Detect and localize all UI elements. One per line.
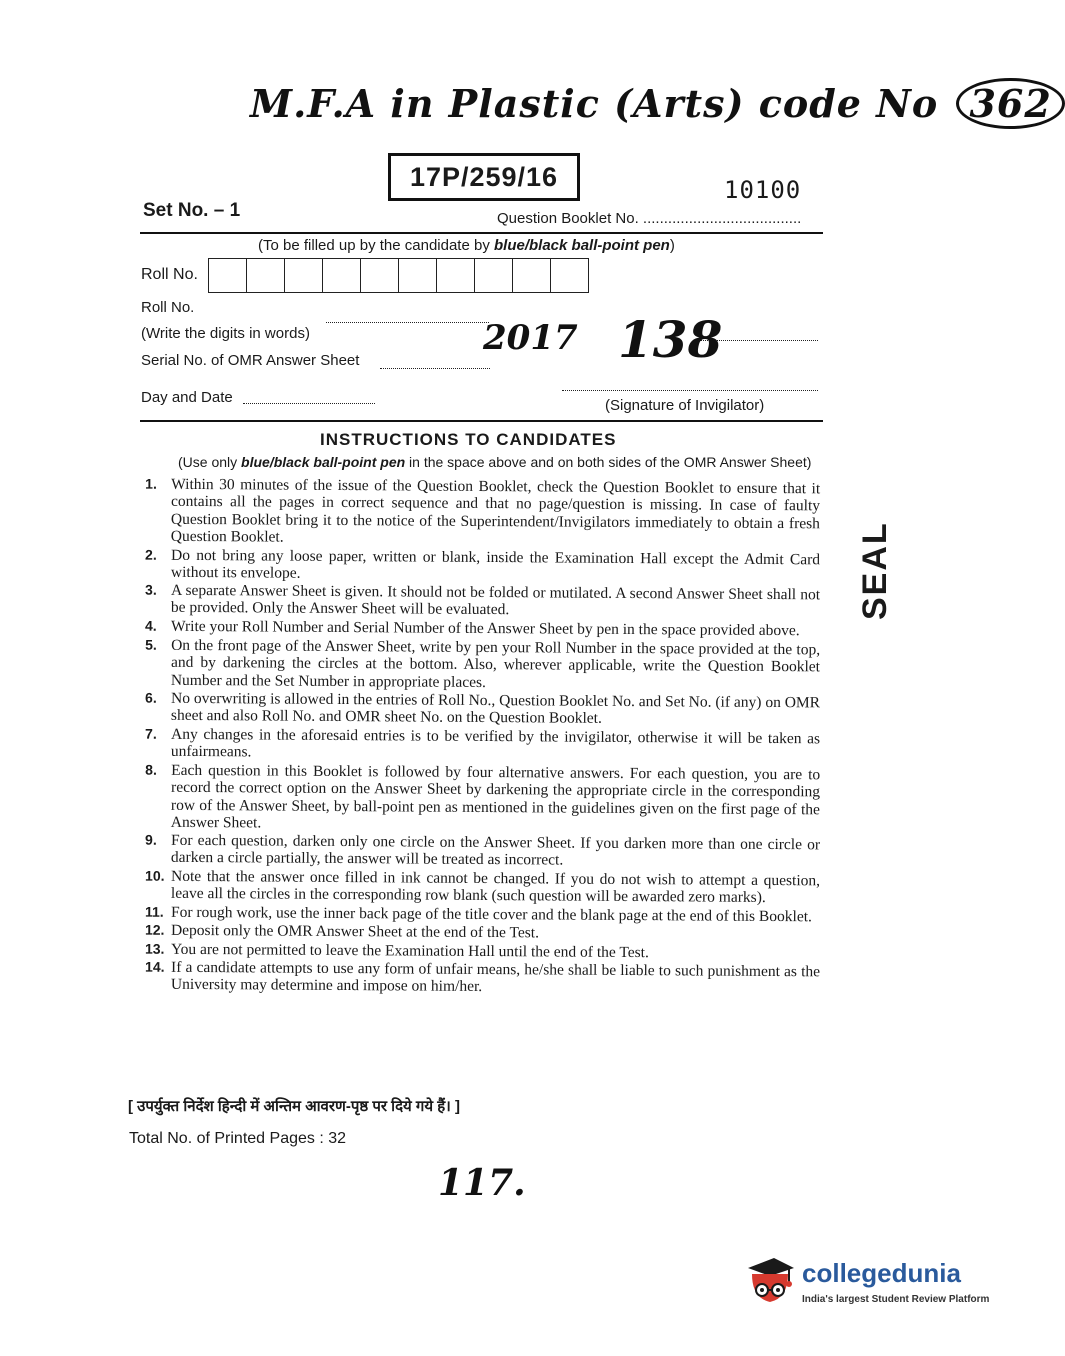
roll-no-words-title: Roll No.	[141, 299, 195, 316]
signature-dotted-line	[562, 390, 818, 391]
instruction-number: 6.	[145, 689, 157, 706]
handwritten-roll-number: 138	[618, 310, 723, 369]
instruction-text: You are not permitted to leave the Examination Hall until the end of the Test.	[170, 940, 649, 961]
instruction-text: If a candidate attempts to use any form of unfair means, he/she shall be liable to such punishment as the University may determine and impose on him/her.	[170, 958, 821, 996]
fill-note-suffix: )	[669, 237, 675, 254]
instruction-number: 14.	[145, 958, 165, 975]
roll-digit-box[interactable]	[285, 259, 323, 292]
instructions-title: INSTRUCTIONS TO CANDIDATES	[320, 430, 617, 449]
top-rule	[140, 232, 823, 234]
instruction-item	[145, 959, 820, 999]
middle-rule	[140, 420, 823, 422]
logo-tagline: India's largest Student Review Platform	[802, 1294, 990, 1305]
instructions-sub-prefix: (Use only	[178, 454, 242, 470]
instruction-text: Any changes in the aforesaid entries is to be verified by the invigilator, otherwise it will be taken as unfairmeans.	[170, 725, 821, 761]
fill-note-prefix: (To be filled up by the candidate by	[258, 237, 494, 254]
instruction-number: 12.	[144, 921, 165, 938]
omr-serial-label: Serial No. of OMR Answer Sheet	[141, 352, 360, 369]
instruction-text: Write your Roll Number and Serial Number of the Answer Sheet by pen in the space provided above.	[170, 618, 800, 640]
roll-digit-box[interactable]	[209, 259, 247, 292]
instructions-sub-suffix: in the space above and on both sides of the OMR Answer Sheet)	[405, 454, 812, 470]
instruction-item	[145, 546, 820, 586]
instruction-number: 8.	[145, 761, 157, 778]
instruction-number: 11.	[144, 903, 164, 920]
instruction-item	[145, 832, 820, 872]
instruction-text: Deposit only the OMR Answer Sheet at the end of the Test.	[170, 921, 540, 942]
instructions-list	[144, 475, 821, 997]
instruction-number: 5.	[145, 636, 157, 653]
day-date-dotted-line	[243, 403, 375, 404]
roll-digit-box[interactable]	[513, 259, 551, 292]
instruction-text: A separate Answer Sheet is given. It should not be folded or mutilated. A second Answer Sheet shall not be provided. Only the Answer Sheet will be evaluated.	[170, 582, 821, 620]
roll-words-dotted-line	[326, 322, 489, 323]
instruction-item	[145, 582, 820, 622]
invigilator-signature-label: (Signature of Invigilator)	[605, 397, 765, 414]
instruction-number: 1.	[145, 475, 157, 492]
instruction-number: 13.	[144, 940, 165, 957]
roll-digit-box[interactable]	[475, 259, 513, 292]
roll-no-boxes[interactable]	[208, 258, 589, 293]
collegedunia-logo[interactable]	[744, 1254, 990, 1314]
instructions-subtitle	[178, 454, 811, 470]
total-printed-pages: Total No. of Printed Pages : 32	[129, 1130, 347, 1147]
instruction-item	[145, 690, 820, 730]
instruction-number: 9.	[145, 831, 157, 848]
instruction-item	[145, 868, 820, 908]
roll-no-words-label	[141, 295, 310, 347]
instruction-text: On the front page of the Answer Sheet, write by pen your Roll Number in the space provided at the top, and by darkening the circles at the bottom. Also, wherever applicable, write the Question Booklet Number and the Set Number in appropriate places.	[170, 636, 821, 691]
question-booklet-no-label: Question Booklet No. ......................................	[497, 210, 802, 227]
instruction-item	[145, 761, 820, 835]
instruction-text: Note that the answer once filled in ink cannot be changed. If you do not wish to attempt a question, leave all the circles in the corresponding row blank (such question will be awarded zero marks).	[170, 867, 821, 907]
instruction-item	[145, 476, 820, 550]
paper-code-box: 17P/259/16	[388, 153, 580, 201]
logo-name: collegedunia	[802, 1258, 961, 1288]
instruction-text: Do not bring any loose paper, written or blank, inside the Examination Hall except the Admit Card without its envelope.	[170, 546, 821, 582]
hindi-note: [ उपर्युक्त निर्देश हिन्दी में अन्तिम आवरण-पृष्ठ पर दिये गये हैं। ]	[128, 1098, 461, 1115]
instruction-number: 10.	[145, 867, 165, 884]
day-date-label: Day and Date	[141, 389, 233, 406]
handwritten-footer-number: 117.	[438, 1162, 526, 1204]
roll-digit-box[interactable]	[399, 259, 437, 292]
fill-note-emphasis: blue/black ball-point pen	[494, 237, 670, 254]
roll-digit-box[interactable]	[323, 259, 361, 292]
roll-digit-box[interactable]	[551, 259, 588, 292]
fill-note	[258, 237, 675, 254]
instruction-item	[145, 636, 820, 693]
handwritten-header-text: M.F.A in Plastic (Arts) code No	[250, 81, 939, 126]
handwritten-roll-year: 2017	[483, 318, 578, 358]
booklet-number: 10100	[724, 176, 802, 204]
set-number: Set No. – 1	[143, 200, 241, 221]
roll-digit-box[interactable]	[247, 259, 285, 292]
handwritten-header-note	[250, 78, 1065, 129]
omr-dotted-line	[380, 368, 490, 369]
handwritten-code-circle: 362	[956, 78, 1064, 129]
instruction-item	[145, 725, 820, 765]
seal-label	[846, 521, 894, 684]
roll-digit-box[interactable]	[437, 259, 475, 292]
instruction-text: No overwriting is allowed in the entries of Roll No., Question Booklet No. and Set No. (if any) on OMR sheet and also Roll No. and OMR sheet No. on the Question Booklet.	[170, 689, 821, 728]
roll-digit-box[interactable]	[361, 259, 399, 292]
instruction-text: Each question in this Booklet is followed by four alternative answers. For each question, you are to record the correct option on the Answer Sheet by darkening the appropriate circle in the corresponding row of the Answer Sheet, by ball-point pen as mentioned in the guidelines given on the first page of the Answer Sheet.	[170, 761, 821, 832]
instruction-number: 4.	[144, 617, 157, 634]
seal-text: SEAL	[856, 521, 894, 620]
instruction-text: Within 30 minutes of the issue of the Question Booklet, check the Question Booklet to ensure that it contains all the pages in correct sequence and that no page/question is missing. In case of faulty Question Booklet bring it to the notice of the Superintendent/Invigilators immediately to obtain a fresh Question Booklet.	[170, 475, 821, 546]
instructions-sub-emphasis: blue/black ball-point pen	[241, 454, 406, 470]
instruction-text: For each question, darken only one circle on the Answer Sheet. If you darken more than one circle or darken a circle partially, the answer will be treated as incorrect.	[170, 831, 821, 870]
roll-no-label: Roll No.	[141, 266, 198, 283]
instruction-number: 2.	[145, 546, 157, 563]
instruction-number: 3.	[145, 582, 157, 599]
graduate-face-icon	[744, 1254, 796, 1310]
instruction-number: 7.	[145, 725, 157, 742]
roll-no-words-sub: (Write the digits in words)	[141, 325, 310, 342]
instruction-text: For rough work, use the inner back page of the title cover and the blank page at the end of this Booklet.	[170, 903, 812, 926]
